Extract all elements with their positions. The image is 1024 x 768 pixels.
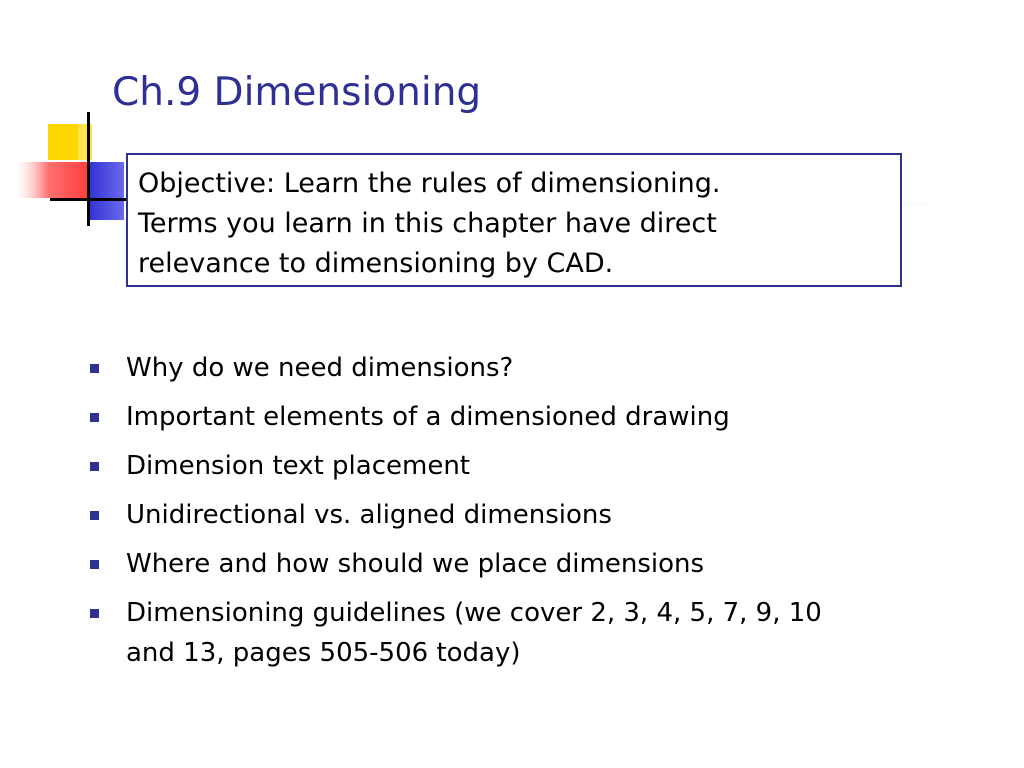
square-bullet-icon [90, 364, 99, 373]
blue-square [88, 162, 124, 220]
decorative-squares-graphic [0, 0, 140, 240]
bullet-item [88, 495, 988, 535]
square-bullet-icon [90, 462, 99, 471]
objective-line: Terms you learn in this chapter have direct [138, 208, 717, 239]
slide-title: Ch.9 Dimensioning [112, 70, 482, 115]
bullet-text: Dimension text placement [126, 451, 470, 481]
red-bar [14, 162, 90, 198]
bullet-text: and 13, pages 505-506 today) [126, 638, 521, 668]
bullet-text: Unidirectional vs. aligned dimensions [126, 500, 612, 530]
bullet-item [88, 593, 988, 673]
bullet-item [88, 348, 988, 388]
topic-bullet-list [88, 348, 988, 682]
bullet-text: Important elements of a dimensioned drawing [126, 402, 730, 432]
bullet-item [88, 544, 988, 584]
square-bullet-icon [90, 511, 99, 520]
bullet-text: Dimensioning guidelines (we cover 2, 3, 4, 5, 7, 9, 10 [126, 598, 822, 628]
bullet-text: Where and how should we place dimensions [126, 549, 705, 579]
square-bullet-icon [90, 413, 99, 422]
objective-line: relevance to dimensioning by CAD. [138, 248, 614, 279]
objective-box [126, 153, 902, 287]
vertical-line [87, 112, 90, 226]
bullet-item [88, 397, 988, 437]
square-bullet-icon [90, 609, 99, 618]
yellow-square [48, 124, 78, 160]
objective-line: Objective: Learn the rules of dimensioning. [138, 168, 721, 199]
bullet-item [88, 446, 988, 486]
square-bullet-icon [90, 560, 99, 569]
bullet-text: Why do we need dimensions? [126, 353, 514, 383]
